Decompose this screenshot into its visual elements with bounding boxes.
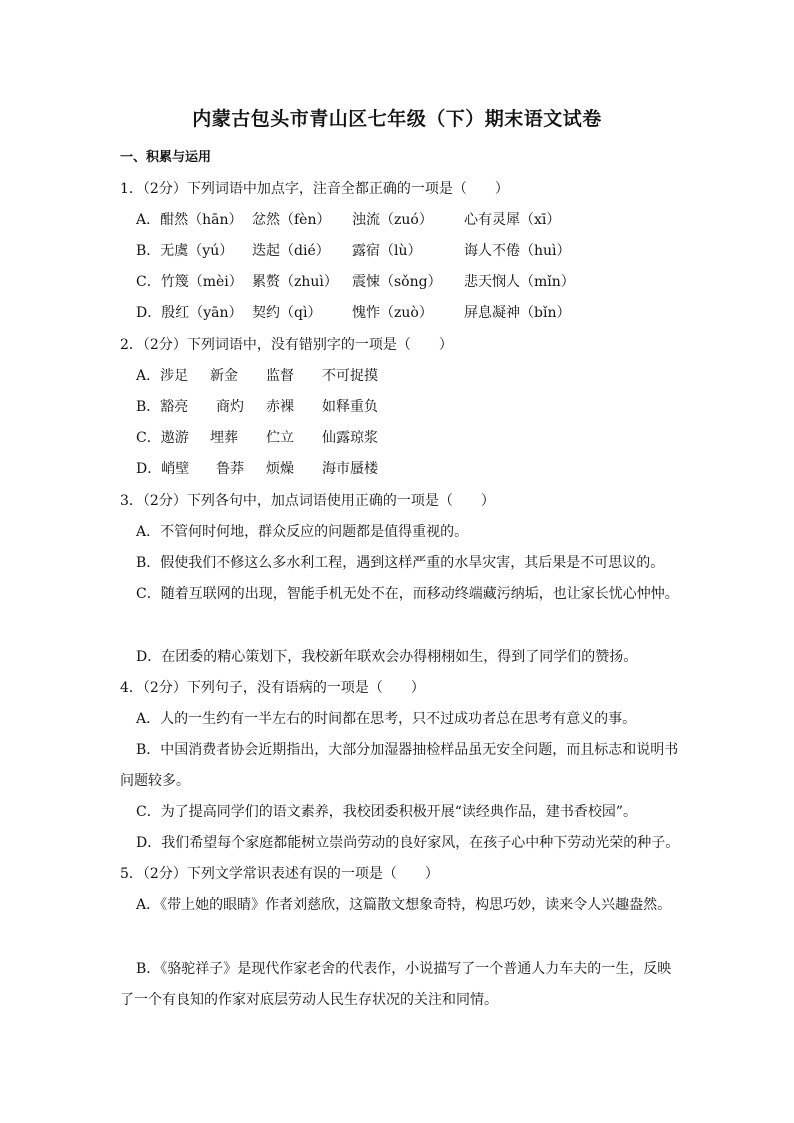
question-3-option-b: B．假使我们不修这么多水利工程，遇到这样严重的水旱灾害，其后果是不可思议的。: [136, 555, 665, 571]
question-3-option-a: A．不管何时何地，群众反应的问题都是值得重视的。: [136, 524, 469, 540]
option-term: D．峭壁: [136, 461, 190, 477]
option-term: B．豁亮: [136, 399, 189, 415]
question-5-option-a: A．《带上她的眼睛》作者刘慈欣，这篇散文想象奇特，构思巧妙，读来令人兴趣盎然。: [136, 897, 672, 913]
question-1-option-a: [136, 209, 560, 229]
question-4-stem: 4．（2分）下列句子，没有语病的一项是（ ）: [120, 680, 425, 696]
question-3-option-c: C．随着互联网的出现，智能手机无处不在，而移动终端藏污纳垢，也让家长忧心忡忡。: [136, 586, 679, 602]
option-term: 露宿（lù）: [352, 243, 422, 259]
option-term: 屏息凝神（bǐn）: [464, 305, 571, 321]
option-term: 埋葬: [210, 430, 238, 446]
option-term: 累赘（zhuì）: [252, 274, 338, 290]
option-term: D．殷红（yān）: [136, 305, 243, 321]
question-4-option-a: A．人的一生约有一半左右的时间都在思考，只不过成功者总在思考有意义的事。: [136, 711, 637, 727]
option-term: 鲁莽: [216, 461, 244, 477]
question-2-option-d: [136, 458, 378, 478]
option-term: 悲天悯人（mǐn）: [464, 274, 575, 290]
question-5-stem: 5．（2分）下列文学常识表述有误的一项是（ ）: [120, 866, 439, 882]
question-5-option-b-continued: 了一个有良知的作家对底层劳动人民生存状况的关注和同情。: [120, 992, 498, 1008]
option-term: 伫立: [266, 430, 294, 446]
option-term: A．涉足: [136, 368, 189, 384]
question-1-option-b: [136, 240, 571, 260]
question-4-option-d: D．我们希望每个家庭都能树立崇尚劳动的良好家风，在孩子心中种下劳动光荣的种子。: [136, 835, 680, 851]
option-term: A．酣然（hān）: [136, 212, 243, 228]
option-term: C．竹篾（mèi）: [136, 274, 243, 290]
option-term: B．无虞（yú）: [136, 243, 234, 259]
option-term: 如释重负: [322, 399, 378, 415]
question-3-option-d: D．在团委的精心策划下，我校新年联欢会办得栩栩如生，得到了同学们的赞扬。: [136, 649, 638, 665]
option-term: 诲人不倦（huì）: [464, 243, 571, 259]
question-1-option-d: [136, 302, 570, 322]
option-term: 震悚（sǒng）: [352, 274, 442, 290]
question-2-option-b: [136, 396, 378, 416]
question-2-stem: 2．（2分）下列词语中，没有错别字的一项是（ ）: [120, 337, 453, 353]
section-heading: 一、积累与运用: [120, 150, 212, 165]
option-term: 监督: [266, 368, 294, 384]
question-4-option-c: C．为了提高同学们的语文素养，我校团委积极开展“读经典作品，建书香校园”。: [136, 804, 638, 820]
option-term: 愧怍（zuò）: [352, 305, 433, 321]
option-term: 赤裸: [266, 399, 294, 415]
option-term: 海市蜃楼: [322, 461, 378, 477]
option-term: 仙露琼浆: [322, 430, 378, 446]
option-term: C．遨游: [136, 430, 189, 446]
option-term: 商灼: [216, 399, 244, 415]
option-term: 浊流（zuó）: [352, 212, 433, 228]
page-title: 内蒙古包头市青山区七年级（下）期末语文试卷: [192, 108, 602, 130]
question-5-option-b: B．《骆驼祥子》是现代作家老舍的代表作，小说描写了一个普通人力车夫的一生，反映: [136, 961, 672, 977]
option-term: 新金: [210, 368, 238, 384]
option-term: 契约（qì）: [252, 305, 322, 321]
option-term: 心有灵犀（xī）: [464, 212, 561, 228]
option-term: 烦燥: [266, 461, 294, 477]
option-term: 迭起（dié）: [252, 243, 330, 259]
question-4-option-b-continued: 问题较多。: [120, 773, 190, 789]
option-term: 忿然（fèn）: [252, 212, 331, 228]
question-2-option-a: [136, 365, 378, 385]
option-term: 不可捉摸: [322, 368, 378, 384]
question-1-option-c: [136, 271, 575, 291]
question-1-stem: 1．（2分）下列词语中加点字，注音全都正确的一项是（ ）: [120, 181, 509, 197]
question-2-option-c: [136, 427, 378, 447]
question-3-stem: 3．（2分）下列各句中，加点词语使用正确的一项是（ ）: [120, 493, 495, 509]
question-4-option-b: B．中国消费者协会近期指出，大部分加湿器抽检样品虽无安全问题，而且标志和说明书: [136, 742, 679, 758]
